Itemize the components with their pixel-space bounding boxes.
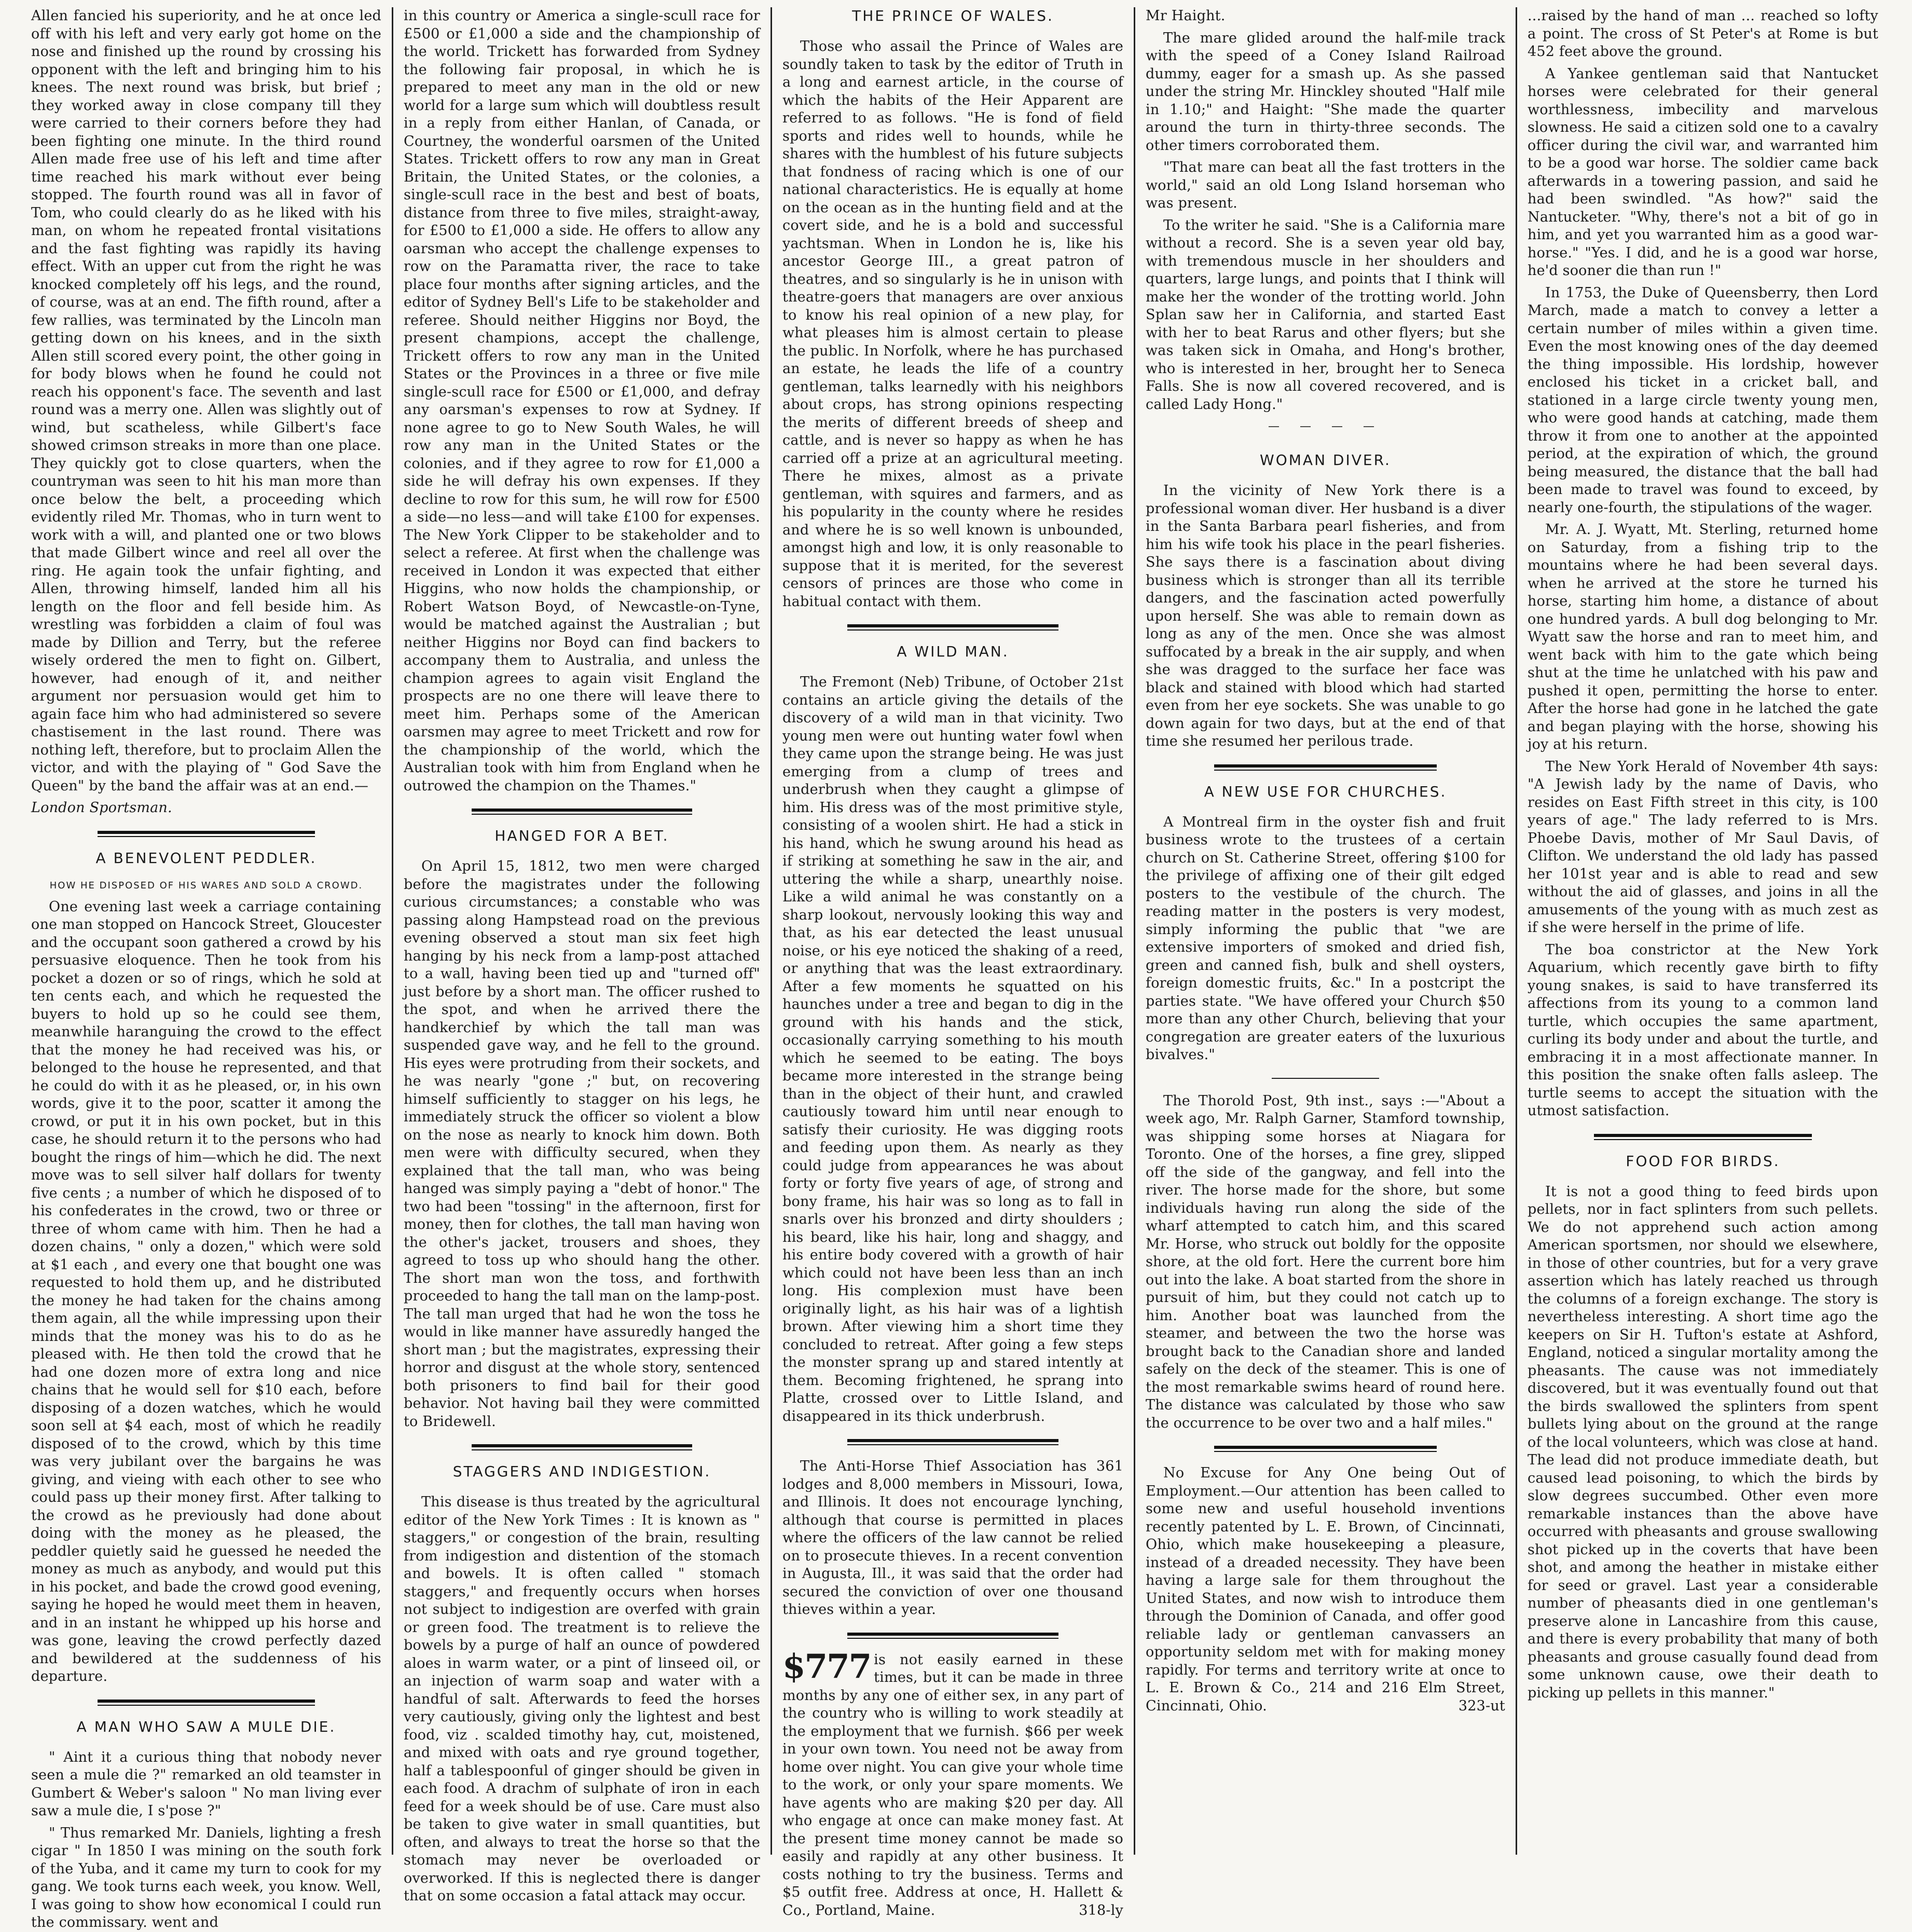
article-title: A NEW USE FOR CHURCHES. [1204,783,1447,800]
section-rule [1272,1078,1380,1079]
ad-amount: $777 [782,1647,871,1686]
birds-article [1528,1153,1878,1703]
article-paragraph: Mr. A. J. Wyatt, Mt. Sterling, returned home on Saturday, from a fishing trip to the mountains where he had been several days. when he arrived at the store he turned his horse, starting him home, a distance of about one hundred yards. A bull dog belonging to Mr. Wyatt saw the horse and ran to meet him, and went back with him to the gate which being shut at the time he unlatched with his paw and pushed it open, permitting the horse to enter. After the horse had gone in he latched the gate and began playing with the horse, showing his joy at his return. [1528,522,1878,752]
article-title: A BENEVOLENT PEDDLER. [95,849,317,867]
article-paragraph: In the vicinity of New York there is a professional woman diver. Her husband is a diver in the Santa Barbara pearl fisheries, and from him his wife took his place in the pearl fisheries. She says there is a fascination about diving business which is stronger than all its terrible dangers, and the fascination acted powerfully upon herself. She was able to remain down as long as any of the men. Once she was almost suffocated by a break in the air supply, and when she was dragged to the surface her face was black and stained with blood which had started even from her eye sockets. She was unable to go down again for two days, but at the end of that time she resumed her perilous trade. [1146,483,1505,749]
article-paragraph: in this country or America a single-scull race for £500 or £1,000 a side and the championship of the world. Trickett has forwarded from Sydney the following fair proposal, in which he is prepared to meet any man in the old or new world for a large sum which will doubtless result in a reply from either Hanlan, of Canada, or Courtney, the wonderful oarsmen of the United States. Trickett offers to row any man in Great Britain, the United States, or the colonies, a single-scull race in the best and best of boats, distance from three to five miles, straight-away, for £500 to £1,000 a side. He offers to allow any oarsman who accept the challenge expenses to row on the Paramatta river, the race to take place four months after signing articles, and the editor of Sydney Bell's Life to be stakeholder and referee. Should neither Higgins nor Boyd, the present champions, accept the challenge, Trickett offers to row any man in the United States or the Provinces in a three or five mile single-scull race for £500 or £1,000, and defray any oarsman's expenses to row at Sydney. If none agree to go to New South Wales, he will row any man in the United States or the colonies, and if they agree to row for £1,000 a side he will defray his own expenses. If they decline to row for this sum, he will row for £500 a side—no less—and will take £100 for expenses. The New York Clipper to be stakeholder and to select a referee. At first when the challenge was received in London it was expected that either Higgins, who now holds the championship, or Robert Watson Boyd, of Newcastle-on-Tyne, would be matched against the Australian ; but neither Higgins nor Boyd can find backers to accompany them to Australia, and unless the champion agrees to again visit England the prospects are no one there will leave there to meet him. Perhaps some of the American oarsmen may agree to meet Trickett and row for the championship of the world, which the Australian took with him from England when he outrowed the champion on the Thames." [404,8,760,794]
dash-divider: — — — — [1268,420,1383,433]
article-paragraph: On April 15, 1812, two men were charged before the magistrates under the following curious circumstances; a constable who was passing along Hampstead road on the previous evening observed a stout man six feet high hanging by his neck from a lamp-post attached to a wall, having been tied up and "turned off" just before by a short man. The officer rushed to the spot, and when he arrived there the handkerchief by which the tall man was suspended gave way, and he fell to the ground. His eyes were protruding from their sockets, and he was nearly "gone ;" but, on recovering himself sufficiently to stagger on his legs, he immediately struck the officer so violent a blow on the nose as nearly to knock him down. Both men were with difficulty secured, when they explained that the tall man, who was being hanged was simply paying a "debt of honor." The two had been "tossing" in the afternoon, first for money, then for clothes, the tall man having won the other's jacket, trousers and shoes, they agreed to toss up who should hang the other. The short man won the toss, and forthwith proceeded to hang the tall man on the lamp-post. The tall man urged that had he won the toss he would in like manner have assuredly hanged the short man ; but the magistrates, expressing their horror and disgust at the whole story, sentenced both prisoners to find bail for their good behavior. Not having bail they were committed to Bridewell. [404,858,760,1430]
article-title: WOMAN DIVER. [1260,451,1391,469]
section-rule [98,1700,315,1703]
section-rule [472,809,693,812]
article-title: A MAN WHO SAW A MULE DIE. [76,1718,336,1735]
churches-article [1146,783,1505,1064]
article-title: A WILD MAN. [897,643,1009,660]
column-5 [1517,7,1889,1855]
article-paragraph: " Thus remarked Mr. Daniels, lighting a fresh cigar " In 1850 I was mining on the south fork of the Yuba, and it came my turn to cook for my gang. We took turns each week, you know. Well, I was going to show how economical I could run the commissary. went and [31,1825,381,1930]
column-1 [21,7,393,1930]
column-4 [1135,7,1517,1855]
article-title: HANGED FOR A BET. [494,827,669,844]
section-rule [847,1439,1058,1442]
advertisement [1146,1464,1505,1715]
article-paragraph: "That mare can beat all the fast trotters in the world," said an old Long Island horseman who was present. [1146,159,1505,211]
article-paragraph: A Montreal firm in the oyster fish and fruit business wrote to the trustees of a certain church on St. Catherine Street, offering $100 for the privilege of affixing one of their gilt edged posters to the vestibule of the church. The reading matter in the posters is very modest, simply informing the public that "we are extensive importers of smoked and dried fish, green and canned fish, bulk and shell oysters, foreign domestic fruits, &c." In a postcript the parties state. "We have offered your Church $50 more than any other Church, believing that your congregation are greater eaters of the luxurious bivalves." [1146,814,1505,1063]
section-rule [847,1633,1058,1636]
article-paragraph: It is not a good thing to feed birds upon pellets, nor in fact splinters from such pellets. We do not apprehend such action among American sportsmen, nor should we elsewhere, in those of other countries, but for a very grave assertion which has lately reached us through the columns of a foreign exchange. The story is nevertheless interesting. A short time ago the keepers on Sir H. Tufton's estate at Ashford, England, noticed a singular mortality among the pheasants. The cause was not immediately discovered, but it was eventually found out that the birds swallowed the splinters from spent bullets lying about on the ground at the range of the local volunteers, which was close at hand. The lead did not produce immediate death, but caused lead poisoning, to which the birds by slow degrees succumbed. Other even more remarkable instances than the above have occurred with pheasants and grouse swallowing shot picked up in the coverts that have been shot, and among the heather in mistake either for seed or gravel. Last year a considerable number of pheasants died in one gentleman's preserve alone in Lancashire from this cause, and there is every probability that many of both pheasants and grouse casually found dead from some unknown cause, owe their death to picking up pellets in this manner." [1528,1183,1878,1701]
prize-fight-article [31,7,381,817]
article-title: STAGGERS AND INDIGESTION. [452,1463,711,1480]
article-paragraph: The Anti-Horse Thief Association has 361 lodges and 8,000 members in Missouri, Iowa, and Illinois. It does not encourage lynching, although that course is permitted in places where the officers of the law cannot be relied on to prosecute thieves. In a recent convention in Augusta, Ill., it was said that the order had secured the conviction of over one thousand thieves within a year. [782,1458,1123,1618]
prince-article [782,7,1123,611]
wildman-article [782,643,1123,1426]
section-rule [1594,1134,1811,1137]
section-rule [1214,764,1437,768]
article-paragraph: Allen fancied his superiority, and he at once led off with his left and very early got home on the nose and finished up the round by crossing his opponent with the left and bringing him to his knees. The next round was brisk, but brief ; they worked away in close company till they were carried to their corners before they had been fighting one minute. In the third round Allen made free use of his left and time after time reached his mark without ever being stopped. The fourth round was all in favor of Tom, who could clearly do as he liked with his man, on whom he repeated frontal visitations and the fast fighting was rapidly its having effect. With an upper cut from the right he was knocked completely off his legs, and the round, of course, was at an end. The fifth round, after a few rallies, was terminated by the Lincoln man getting down on his knees, and in the sixth Allen still scored every point, the other going in for body blows when he found he could not reach his opponent's face. The seventh and last round was a merry one. Allen was slightly out of wind, but scatheless, while Gilbert's face showed crimson streaks in more than one place. They quickly got to close quarters, when the countryman was seen to hit his man more than once below the belt, a proceeding which evidently riled Mr. Thomas, who in turn went to work with a will, and planted one or two blows that made Gilbert wince and reel all over the ring. He again took the unfair fighting, and Allen, throwing himself, landed him all his length on the floor and fell beside him. As wrestling was forbidden a claim of foul was made by Dillion and Terry, but the referee wisely ordered the men to fight on. Gilbert, however, had enough of it, and neither argument nor persuasion would get him to again face him who had administered so severe chastisement in the last round. There was nothing left, therefore, but to proclaim Allen the victor, and with the playing of " God Save the Queen" by the band the affair was at an end.— [31,8,381,794]
section-rule [472,1444,693,1447]
staggers-article [404,1463,760,1906]
thorold-article [1146,1092,1505,1433]
antihorse-article [782,1458,1123,1619]
mare-article [1146,7,1505,414]
article-paragraph: " Aint it a curious thing that nobody never seen a mule die ?" remarked an old teamster in Gumbert & Weber's saloon " No man living ever saw a mule die, I s'pose ?" [31,1749,381,1819]
peddler-article [31,849,381,1686]
article-paragraph: The Fremont (Neb) Tribune, of October 21st contains an article giving the details of the discovery of a wild man in that vicinity. Two young men were out hunting water fowl when they came upon the strange being. He was just emerging from a clump of trees and underbrush when they caught a glimpse of him. His dress was of the most primitive style, consisting of a woolen shirt. He had a stick in his hand, which he swung around his head as if striking at something he saw in the air, and uttering the while a sharp, unearthly noise. Like a wild animal he was constantly on a sharp lookout, nervously looking this way and that, as his ear detected the least unusual noise, or his eye noticed the shaking of a reed, or anything that was the least extraordinary. After a few moments he squatted on his haunches under a tree and began to dig in the ground with his hands and the stick, occasionally carrying something to his mouth which he seemed to be eating. The boys became more interested in the strange being than in the object of their hunt, and crawled cautiously toward him until near enough to satisfy their curiosity. He was digging roots and feeding upon them. As nearly as they could judge from appearances he was about forty or forty five years of age, of strong and bony frame, his hair was so long as to fall in snarls over his bronzed and dirty shoulders ; his beard, like his hair, long and shaggy, and his entire body covered with a growth of hair which could not have been less than an inch long. His complexion must have been originally light, as his hair was of a lightish brown. After viewing him a short time they concluded to retreat. After going a few steps the monster sprang up and stared intently at them. Becoming frightened, he sprang into Platte, crossed over to Little Island, and disappeared in its thick underbrush. [782,674,1123,1424]
article-paragraph: A Yankee gentleman said that Nantucket horses were celebrated for their general worthlessness, imbecility and marvelous slowness. He said a citizen sold one to a cavalry officer during the civil war, and warranted him to be a good war horse. The soldier came back afterwards in a towering passion, and said he had been swindled. "As how?" said the Nantucketer. "Why, there's not a bit of go in him, and yet you warranted him as a good war-horse." "Yes. I did, and he is a good war horse, he'd sooner die than run !" [1528,65,1878,279]
ad-code: 318-ly [1079,1902,1123,1919]
article-title: FOOD FOR BIRDS. [1626,1152,1780,1170]
article-subtitle: HOW HE DISPOSED OF HIS WARES AND SOLD A CROWD. [49,880,363,891]
article-paragraph: Mr Haight. [1146,8,1226,24]
ad-text: is not easily earned in these times, but it can be made in three months by any one of either sex, in any part of the country who is willing to work steadily at the employment that we furnish. $66 per week in your own town. You need not be away from home over night. You can give your whole time to the work, or only your spare moments. We have agents who are making $20 per day. All who engage at once can make money fast. At the present time money cannot be made so easily and rapidly at any other business. It costs nothing to try the business. Terms and $5 outfit free. Address at once, H. Hallett & Co., Portland, Maine. [782,1651,1123,1919]
ad-text: No Excuse for Any One being Out of Employment.—Our attention has been called to some new and useful household inventions recently patented by L. E. Brown, of Cincinnati, Ohio, which make housekeeping a pleasure, instead of a dreaded necessity. They have been having a large sale for them throughout the United States, and now wish to introduce them through the Dominion of Canada, and offer good reliable lady or gentleman canvassers an opportunity seldom met with for making money rapidly. For terms and territory write at once to L. E. Brown & Co., 214 and 216 Elm Street, Cincinnati, Ohio. [1146,1465,1505,1714]
column-3 [772,7,1135,1919]
article-paragraph: In 1753, the Duke of Queensberry, then Lord March, made a match to convey a letter a certain number of miles within a given time. Even the most knowing ones of the day deemed the thing impossible. His lordship, however enclosed his ticket in a cricket ball, and stationed in a large circle twenty young men, who were good hands at catching, made them throw it from one to another at the appointed period, at the expiration of which, the ground being measured, the distance that the ball had been made to travel was found to exceed, by nearly one-fourth, the stipulations of the wager. [1528,284,1878,516]
article-paragraph: The Thorold Post, 9th inst., says :—"About a week ago, Mr. Ralph Garner, Stamford township, was shipping some horses at Niagara for Toronto. One of the horses, a fine grey, slipped off the side of the gangway, and fell into the river. The horse made for the shore, but some individuals having run along the side of the wharf attempted to catch him, and this scared Mr. Horse, who struck out boldly for the opposite shore, at the old fort. Here the current bore him out into the lake. A boat started from the shore in pursuit of him, but they could not catch up to him. Another boat was launched from the steamer, and between the two the horse was brought back to the Canadian shore and landed safely on the deck of the steamer. This is one of the most remarkable swims heard of round here. The distance was calculated by those who saw the occurrence to be over two and a half miles." [1146,1092,1505,1431]
article-paragraph: The mare glided around the half-mile track with the speed of a Coney Island Railroad dummy, eager for a smash up. As she passed under the string Mr. Hinckley shouted "Half mile in 1.10;" and Haight: "She made the quarter around the turn in thirty-three seconds. The other timers corroborated them. [1146,30,1505,154]
column-2 [393,7,772,1904]
article-paragraph: One evening last week a carriage containing one man stopped on Hancock Street, Gloucester and the occupant soon gathered a crowd by his persuasive eloquence. Then he took from his pocket a dozen or so of rings, which he sold at ten cents each, and which he requested the buyers to hold up so he could see them, meanwhile haranguing the crowd to the effect that the money he had received was his, or belonged to the house he represented, and that he could do with it as he pleased, or, in his own words, give it to the poor, scatter it among the crowd, or put it in his own pocket, but in this case, he should return it to the persons who had bought the rings of him—which he did. The next move was to sell silver half dollars for twenty five cents ; a number of which he disposed of to his confederates in the crowd, two or three or three of whom came with him. Then he had a dozen chains, " only a dozen," which were sold at $1 each , and every one that bought one was requested to hold them up, and he distributed the money he had taken for the chains among them again, all the while impressing upon their minds that the money was his to do as he pleased with. He then told the crowd that he had one dozen more of extra long and nice chains that he would sell for $10 each, before disposing of a dozen watches, which he would soon sell at $4 each, most of which he readily disposed of to the crowd, which by this time was very jubilant over the bargains he was giving, and vieing with each other to see who could pass up their money first. After talking to the crowd as he previously had done about doing with the money as he pleased, the peddler quietly said he guessed he needed the money as much as anybody, and would put this in his pocket, and bade the crowd good evening, saying he hoped he would meet them in heaven, and in an instant he whipped up his horse and was gone, leaving the crowd perfectly dazed and bewildered at the suddenness of his departure. [31,898,381,1684]
article-paragraph: This disease is thus treated by the agricultural editor of the New York Times : It is known as " staggers," or congestion of the brain, resulting from indigestion and distention of the stomach and bowels. It is often called " stomach staggers," and frequently occurs when horses not subject to indigestion are overfed with grain or green food. The treatment is to relieve the bowels by a purge of half an ounce of powdered aloes in warm water, or a pint of linseed oil, or an injection of warm soap and water with a handful of salt. Afterwards to feed the horses very cautiously, giving only the lightest and best food, viz . scalded timothy hay, cut, moistened, and mixed with oats and rye ground together, half a tablespoonful of ginger should be given in each food. A drachm of sulphate of iron in each feed for a week should be of use. Care must also be taken to give water in small quantities, but often, and always to treat the horse so that the stomach may never be overloaded or overworked. If this is neglected there is danger that on some occasion a fatal attack may occur. [404,1494,760,1904]
mule-article [31,1718,381,1932]
article-paragraph: The boa constrictor at the New York Aquarium, which recently gave birth to fifty young snakes, is said to have transferred its affections from its young to a common land turtle, which occupies the same apartment, curling its body under and about the turtle, and embracing it in a most affectionate manner. In this position the snake often falls asleep. The turtle seems to accept the situation with the utmost satisfaction. [1528,941,1878,1119]
section-rule [847,624,1058,627]
diver-article [1146,451,1505,751]
hanged-article [404,827,760,1431]
article-title: THE PRINCE OF WALES. [852,7,1054,24]
article-paragraph: ...raised by the hand of man ... reached so lofty a point. The cross of St Peter's at Rome is but 452 feet above the ground. [1528,8,1878,60]
advertisement [782,1647,1123,1920]
misc-items [1528,7,1878,1120]
sculling-article [404,7,760,795]
ad-code: 323-ut [1458,1697,1505,1714]
article-paragraph: To the writer he said. "She is a California mare without a record. She is a seven year old bay, with tremendous muscle in her shoulders and quarters, large lungs, and points that I think will make her the wonder of the trotting world. John Splan saw her in California, and started East with her to beat Rarus and other flyers; but she was taken sick in Omaha, and Hong's brother, who is interested in her, brought her to Seneca Falls. She is now all covered recovered, and is called Lady Hong." [1146,217,1505,413]
article-paragraph: Those who assail the Prince of Wales are soundly taken to task by the editor of Truth in a long and earnest article, in the course of which the habits of the Heir Apparent are referred to as follows. "He is fond of field sports and rides well to hounds, while he shares with the humblest of his future subjects that fondness of racing which is one of our national characteristics. He is equally at home on the ocean as in the hunting field and at the covert side, and he is a bold and successful yachtsman. When in London he is, like his ancestor George III., a great patron of theatres, and so singularly is he in unison with theatre-goers that managers are over anxious to know his real opinion of a new play, for what pleases him is almost certain to please the public. In Norfolk, where he has purchased an estate, he leads the life of a country gentleman, talks learnedly with his neighbors about crops, has strong opinions respecting the merits of different breeds of sheep and cattle, and is never so happy as when he has carried off a prize at an agricultural meeting. There he mixes, almost as a private gentleman, with squires and farmers, and as his popularity in the county where he resides and where he is so well known is unbounded, amongst high and low, it is only reasonable to suppose that it is merited, for the severest censors of princes are those who come in habitual contact with them. [782,38,1123,610]
section-rule [98,831,315,834]
article-paragraph: The New York Herald of November 4th says: "A Jewish lady by the name of Davis, who resides on East Fifth street in this city, is 100 years of age." The lady referred to is Mrs. Phoebe Davis, mother of Mr Saul Davis, of Clifton. We understand the old lady has passed her 101st year and is able to read and sew without the aid of glasses, and joins in all the amusements of the young with as much zest as if she were herself in the prime of life. [1528,758,1878,936]
article-source: London Sportsman. [31,800,172,816]
section-rule [1214,1446,1437,1449]
